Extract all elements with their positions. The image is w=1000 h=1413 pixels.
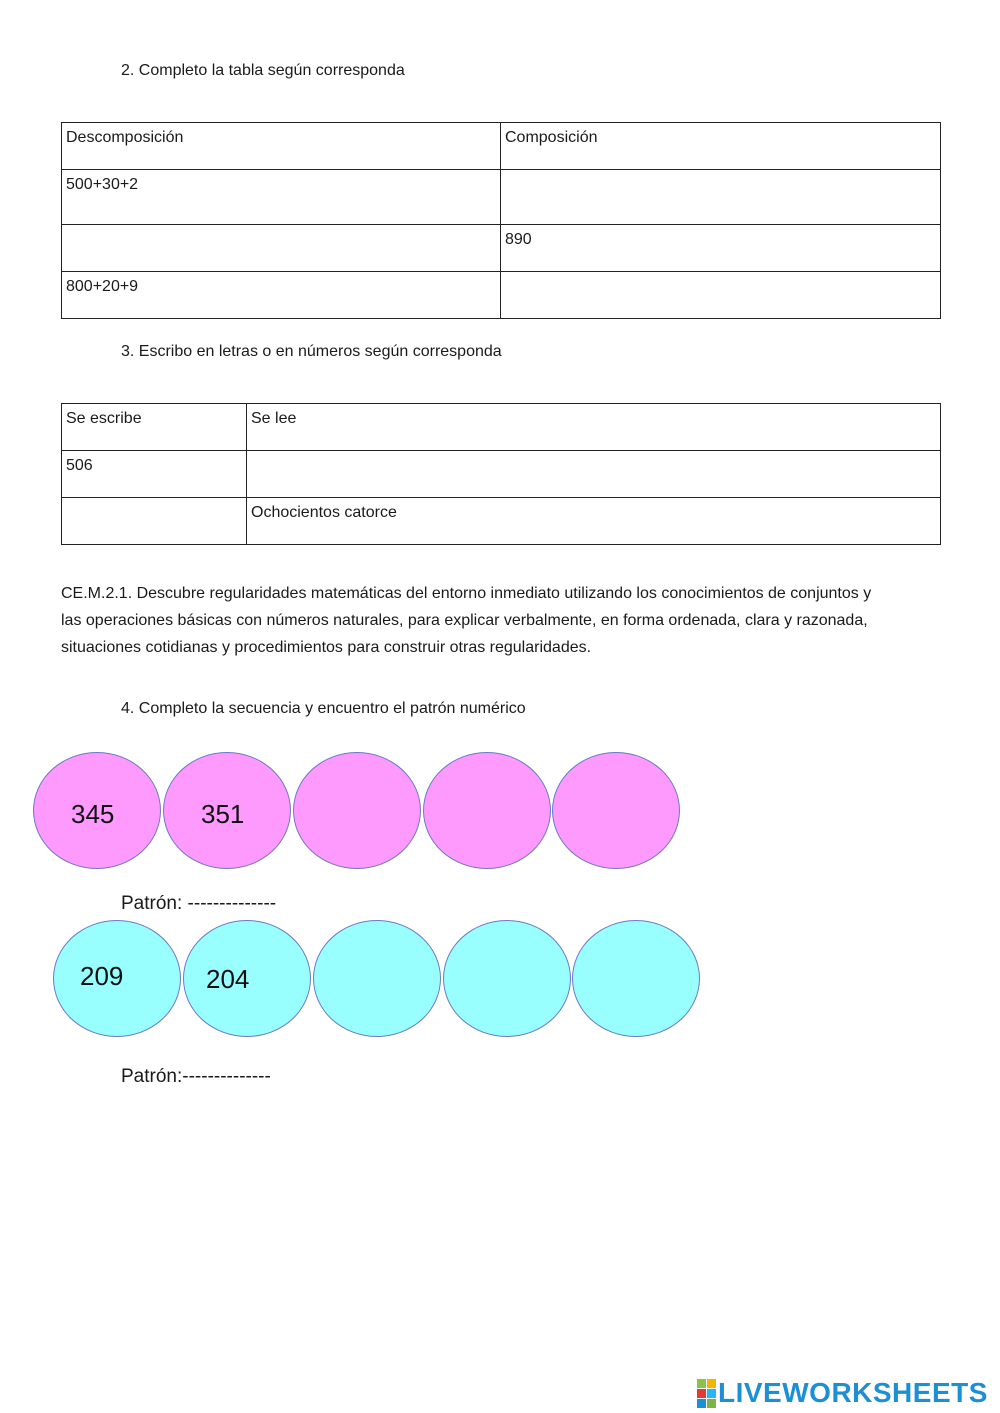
sequence-1-value: 345 [71, 799, 115, 829]
composition-table [61, 122, 941, 319]
section-3-heading: 3. Escribo en letras o en números según corresponda [121, 343, 502, 360]
header-se-lee: Se lee [247, 404, 941, 451]
cell-se-escribe: 506 [62, 451, 247, 498]
criterion-line: las operaciones básicas con números naturales, para explicar verbalmente, en forma ordenada, clara y razonada, [61, 612, 868, 629]
cell-se-lee: Ochocientos catorce [247, 498, 941, 545]
reading-table [61, 403, 941, 545]
table-row [62, 272, 941, 319]
cell-composicion: 890 [501, 225, 941, 272]
answer-cell-composicion[interactable] [501, 272, 941, 319]
section-4-heading: 4. Completo la secuencia y encuentro el patrón numérico [121, 700, 526, 717]
answer-cell-se-escribe[interactable] [62, 498, 247, 545]
section-2-heading: 2. Completo la tabla según corresponda [121, 62, 405, 79]
sequence-1-answer-circle[interactable] [552, 752, 680, 869]
sequence-2-value: 204 [206, 964, 250, 994]
answer-cell-descomposicion[interactable] [62, 225, 501, 272]
table-row [62, 498, 941, 545]
sequence-1-circle [163, 752, 291, 869]
criterion-paragraph [61, 580, 941, 661]
pattern-label-1[interactable]: Patrón: -------------- [121, 893, 277, 914]
sequence-2-answer-circle[interactable] [443, 920, 571, 1037]
cell-descomposicion: 800+20+9 [62, 272, 501, 319]
sequence-1-value: 351 [201, 799, 245, 829]
table-row [62, 451, 941, 498]
sequence-2-circle [183, 920, 311, 1037]
cell-descomposicion: 500+30+2 [62, 170, 501, 225]
header-composicion: Composición [501, 123, 941, 170]
logo-blocks-icon [697, 1379, 716, 1408]
sequence-1-circle [33, 752, 161, 869]
table-header-row [62, 404, 941, 451]
sequence-2-answer-circle[interactable] [572, 920, 700, 1037]
answer-cell-se-lee[interactable] [247, 451, 941, 498]
liveworksheets-logo [697, 1378, 988, 1408]
sequence-2-answer-circle[interactable] [313, 920, 441, 1037]
sequence-1-answer-circle[interactable] [293, 752, 421, 869]
criterion-line: situaciones cotidianas y procedimientos para construir otras regularidades. [61, 639, 592, 656]
criterion-line: CE.M.2.1. Descubre regularidades matemáticas del entorno inmediato utilizando los conocimientos de conjuntos y [61, 585, 872, 602]
logo-text: LIVEWORKSHEETS [718, 1377, 988, 1408]
header-se-escribe: Se escribe [62, 404, 247, 451]
table-header-row [62, 123, 941, 170]
table-row [62, 225, 941, 272]
sequence-2-value: 209 [80, 961, 124, 991]
answer-cell-composicion[interactable] [501, 170, 941, 225]
sequence-2-circle [53, 920, 181, 1037]
header-descomposicion: Descomposición [62, 123, 501, 170]
table-row [62, 170, 941, 225]
sequence-1-answer-circle[interactable] [423, 752, 551, 869]
pattern-label-2[interactable]: Patrón:-------------- [121, 1066, 271, 1087]
